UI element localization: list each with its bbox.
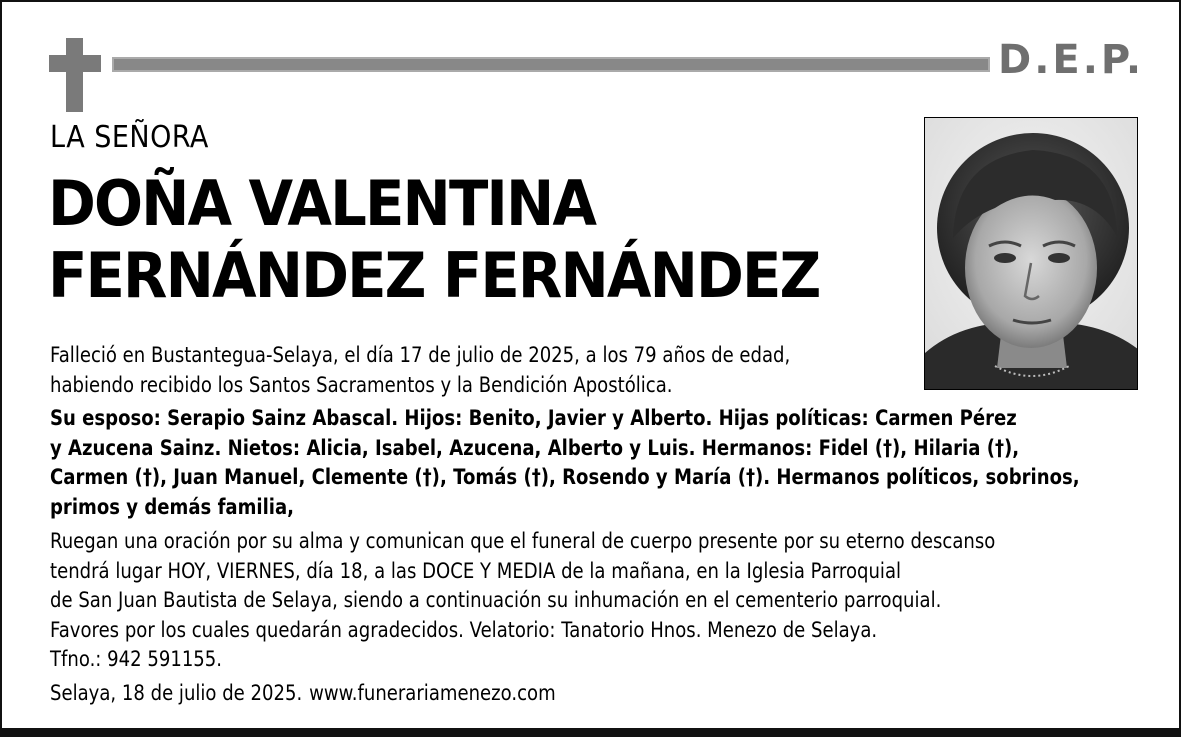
- text-line: de San Juan Bautista de Selaya, siendo a continuación su inhumación en el cementerio parroquial.: [50, 588, 942, 612]
- honorific: LA SEÑORA: [50, 120, 209, 155]
- name-line-2: FERNÁNDEZ FERNÁNDEZ: [48, 239, 820, 312]
- text-line: Tfno.: 942 591155.: [50, 647, 223, 671]
- family-list: [50, 404, 1080, 522]
- text-line: Favores por los cuales quedarán agradecidos. Velatorio: Tanatorio Hnos. Menezo de Selaya.: [50, 617, 878, 642]
- website-link[interactable]: www.funerariamenezo.com: [309, 681, 556, 705]
- text-line: Carmen (†), Juan Manuel, Clemente (†), Tomás (†), Rosendo y María (†). Hermanos políticos, sobrinos,: [50, 465, 1080, 489]
- text-line: tendrá lugar HOY, VIERNES, día 18, a las DOCE Y MEDIA de la mañana, en la Iglesia Parroquial: [50, 558, 902, 583]
- text-line: y Azucena Sainz. Nietos: Alicia, Isabel, Azucena, Alberto y Luis. Hermanos: Fidel (†), Hilaria (†),: [50, 435, 1020, 460]
- text-line: Ruegan una oración por su alma y comunican que el funeral de cuerpo presente por su eterno descanso: [50, 529, 996, 553]
- header-rule: [112, 57, 990, 72]
- death-notice: [50, 341, 790, 400]
- funeral-details: [50, 527, 995, 675]
- text-line: Falleció en Bustantegua-Selaya, el día 17 de julio de 2025, a los 79 años de edad,: [50, 343, 791, 367]
- cross-icon: [49, 38, 101, 112]
- footer: [50, 679, 556, 709]
- place-date: Selaya, 18 de julio de 2025.: [50, 681, 303, 705]
- dep-label: D.E.P.: [998, 37, 1145, 83]
- text-line: Su esposo: Serapio Sainz Abascal. Hijos: Benito, Javier y Alberto. Hijas políticas: Carmen Pérez: [50, 406, 1017, 430]
- deceased-name: [48, 168, 819, 312]
- name-line-1: DOÑA VALENTINA: [48, 167, 596, 240]
- text-line: primos y demás familia,: [50, 494, 295, 519]
- portrait-photo: [924, 117, 1138, 390]
- text-line: habiendo recibido los Santos Sacramentos y la Bendición Apostólica.: [50, 372, 673, 397]
